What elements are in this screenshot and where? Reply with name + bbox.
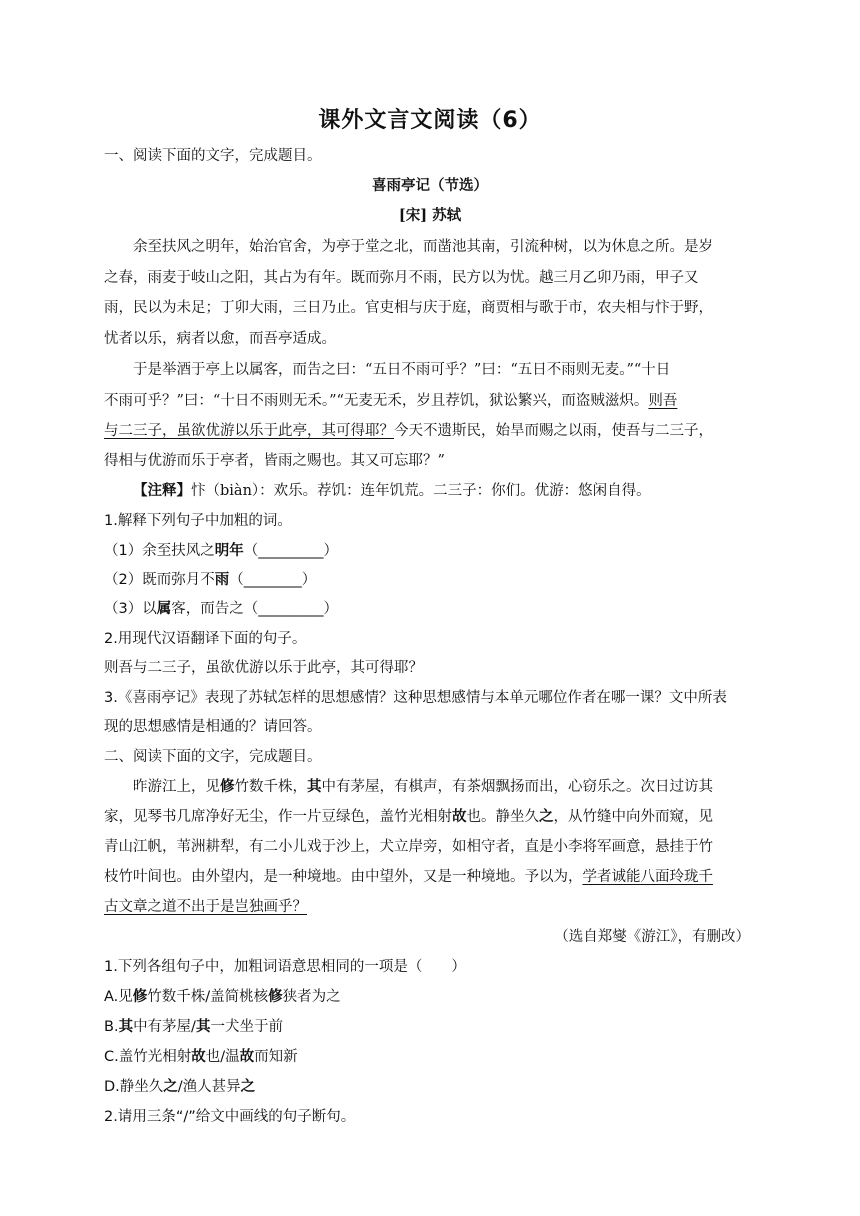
bold-word: 明年 bbox=[214, 543, 244, 559]
option-text: /渔人甚异 bbox=[177, 1079, 241, 1095]
question-2: 2.请用三条“/”给文中画线的句子断句。 bbox=[104, 1109, 356, 1125]
option-text: A.见 bbox=[104, 989, 133, 1005]
passage-text: 不雨可乎？”曰：“十日不雨则无禾。”“无麦无禾，岁且荐饥，狱讼繁兴，而盗贼滋炽。 bbox=[104, 393, 649, 409]
underlined-sentence: 学者诚能八面玲珑千 bbox=[582, 869, 713, 885]
option-text: 竹数千株/盖简桃核 bbox=[147, 989, 269, 1005]
passage-line bbox=[104, 807, 764, 827]
passage-line bbox=[104, 897, 764, 917]
answer-blank[interactable]: 客，而告之（_________） bbox=[171, 601, 338, 617]
item-text: （3）以 bbox=[104, 601, 157, 617]
option-b[interactable] bbox=[104, 1017, 764, 1037]
passage-title: 喜雨亭记（节选） bbox=[372, 177, 488, 194]
passage-text: 今天不遗斯民，始旱而赐之以雨，使吾与二三子， bbox=[394, 423, 713, 439]
passage-text: 竹数千株， bbox=[234, 779, 307, 795]
question-1-item-1 bbox=[104, 541, 764, 561]
option-text: 一犬坐于前 bbox=[210, 1019, 283, 1035]
passage-line: 忧者以乐，病者以愈，而吾亭适成。 bbox=[104, 331, 336, 347]
bold-word: 之 bbox=[539, 808, 554, 825]
passage-line: 余至扶风之明年，始治官舍，为亭于堂之北，而凿池其南，引流种树，以为休息之所。是岁 bbox=[133, 239, 713, 255]
bold-word: 故 bbox=[452, 808, 467, 825]
bold-word: 故 bbox=[239, 1049, 255, 1065]
annotation bbox=[133, 481, 793, 501]
passage-text: 家，见琴书几席净好无尘，作一片豆绿色，盖竹光相射 bbox=[104, 809, 452, 825]
item-text: （1）余至扶风之 bbox=[104, 543, 215, 559]
passage-author: [宋] 苏轼 bbox=[398, 207, 462, 224]
option-text: 而知新 bbox=[254, 1049, 298, 1065]
bold-word: 修 bbox=[220, 778, 235, 795]
option-text: C.盖竹光相射 bbox=[104, 1049, 192, 1065]
question-2-sentence: 则吾与二三子，虽欲优游以乐于此亭，其可得耶？ bbox=[104, 660, 423, 676]
bold-word: 其 bbox=[195, 1019, 211, 1035]
option-d[interactable] bbox=[104, 1077, 764, 1097]
passage-text: 枝竹叶间也。由外望内，是一种境地。由中望外，又是一种境地。予以为， bbox=[104, 869, 583, 885]
bold-word: 雨 bbox=[214, 572, 230, 588]
question-1-item-3 bbox=[104, 599, 764, 619]
bold-word: 之 bbox=[163, 1079, 178, 1095]
bold-word: 修 bbox=[268, 989, 283, 1005]
question-3-cont: 现的思想感情是相通的？请回答。 bbox=[104, 719, 322, 735]
passage-text: 也。静坐久 bbox=[466, 809, 539, 825]
passage-text: 中有茅屋，有棋声，有茶烟飘扬而出，心窃乐之。次日过访其 bbox=[321, 779, 713, 795]
underlined-sentence: 古文章之道不出于是岂独画乎？ bbox=[104, 899, 307, 915]
option-a[interactable] bbox=[104, 987, 764, 1007]
passage-line: 得相与优游而乐于亭者，皆雨之赐也。其又可忘耶？” bbox=[104, 453, 445, 469]
section2-heading: 二、阅读下面的文字，完成题目。 bbox=[104, 749, 322, 765]
passage-text: 昨游江上，见 bbox=[133, 779, 220, 795]
passage-line bbox=[133, 777, 793, 797]
annotation-label: 【注释】 bbox=[133, 482, 191, 499]
section1-heading: 一、阅读下面的文字，完成题目。 bbox=[104, 148, 322, 164]
passage-line: 于是举酒于亭上以属客，而告之曰：“五日不雨可乎？”曰：“五日不雨则无麦。”“十日 bbox=[133, 362, 671, 378]
bold-word: 修 bbox=[132, 989, 148, 1005]
option-text: B. bbox=[104, 1019, 119, 1035]
option-text: 也/温 bbox=[205, 1049, 240, 1065]
option-text: D.静坐久 bbox=[104, 1079, 164, 1095]
option-text: 中有茅屋/ bbox=[133, 1019, 196, 1035]
answer-blank[interactable]: （_________） bbox=[243, 543, 338, 559]
question-2: 2.用现代汉语翻译下面的句子。 bbox=[104, 631, 307, 647]
passage-text: ，从竹缝中向外而窥，见 bbox=[553, 809, 713, 825]
source-note: （选自郑燮《游江》，有删改） bbox=[554, 929, 750, 945]
question-1: 1.下列各组句子中，加粗词语意思相同的一项是（ ） bbox=[104, 959, 466, 975]
question-1-item-2 bbox=[104, 570, 764, 590]
passage-line bbox=[104, 421, 764, 441]
answer-blank[interactable]: （________） bbox=[229, 572, 317, 588]
underlined-sentence: 与二三子，虽欲优游以乐于此亭，其可得耶？ bbox=[104, 423, 394, 439]
underlined-sentence: 则吾 bbox=[648, 393, 678, 409]
bold-word: 其 bbox=[307, 778, 322, 795]
bold-word: 属 bbox=[156, 601, 172, 617]
passage-line: 青山江帆，苇洲耕犁，有二小儿戏于沙上，犬立岸旁，如相守者，直是小李将军画意，悬挂于竹 bbox=[104, 839, 713, 855]
page-title: 课外文言文阅读（6） bbox=[318, 108, 542, 133]
question-3: 3.《喜雨亭记》表现了苏轼怎样的思想感情？这种思想感情与本单元哪位作者在哪一课？文中所表 bbox=[104, 690, 727, 706]
bold-word: 其 bbox=[118, 1019, 134, 1035]
question-1: 1.解释下列句子中加粗的词。 bbox=[104, 513, 292, 529]
passage-line bbox=[104, 391, 764, 411]
item-text: （2）既而弥月不 bbox=[104, 572, 215, 588]
passage-line: 之春，雨麦于岐山之阳，其占为有年。既而弥月不雨，民方以为忧。越三月乙卯乃雨，甲子又 bbox=[104, 270, 699, 286]
option-text: 狭者为之 bbox=[282, 989, 341, 1005]
passage-line: 雨，民以为未足；丁卯大雨，三日乃止。官吏相与庆于庭，商贾相与歌于市，农夫相与忭于野， bbox=[104, 300, 713, 316]
annotation-text: 忭（biàn）：欢乐。荐饥：连年饥荒。二三子：你们。优游：悠闲自得。 bbox=[191, 483, 651, 499]
bold-word: 故 bbox=[191, 1049, 206, 1065]
bold-word: 之 bbox=[240, 1079, 256, 1095]
option-c[interactable] bbox=[104, 1047, 764, 1067]
passage-line bbox=[104, 867, 764, 887]
